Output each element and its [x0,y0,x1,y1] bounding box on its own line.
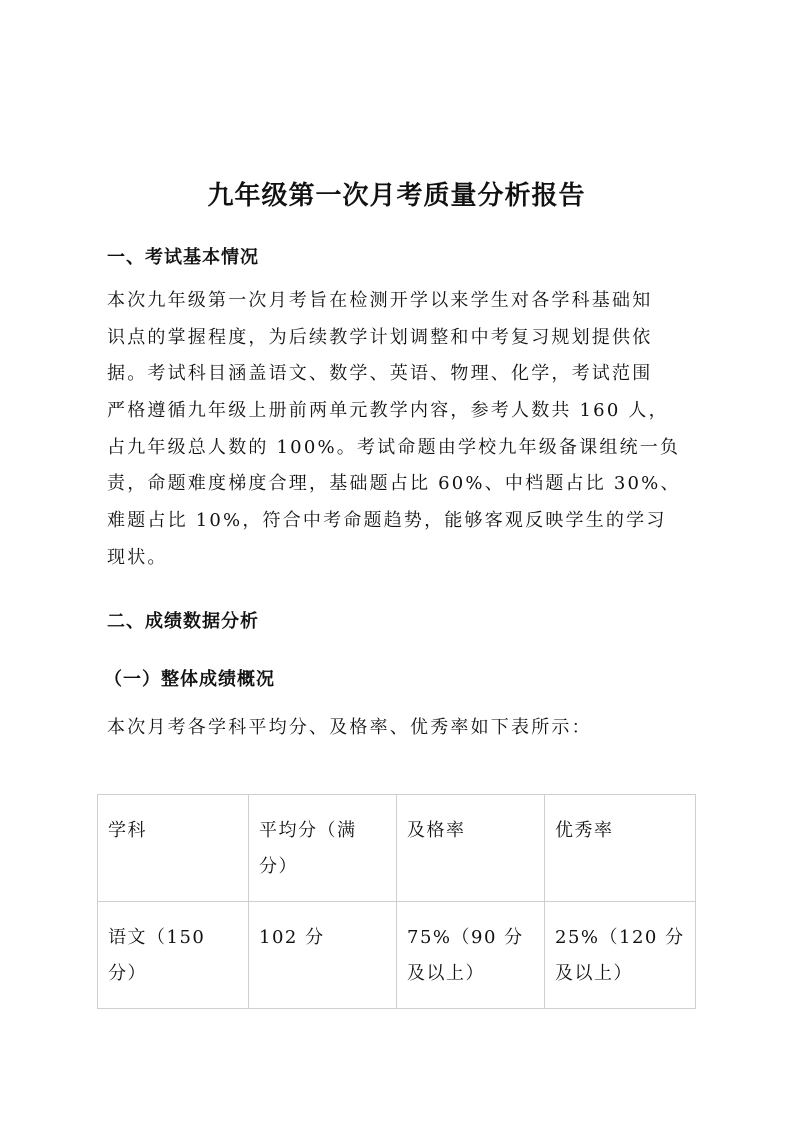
paragraph-line: 现状。 [107,547,168,568]
score-table [97,794,696,1009]
section-heading-basic-info: 一、考试基本情况 [107,247,259,268]
table-header-cell: 及格率 [397,795,545,902]
paragraph-line: 据。考试科目涵盖语文、数学、英语、物理、化学，考试范围 [107,363,653,384]
table-header-cell: 优秀率 [545,795,696,902]
table-cell: 102 分 [249,902,397,1009]
table-cell: 25%（120 分及以上） [545,902,696,1009]
paragraph-line: 严格遵循九年级上册前两单元教学内容，参考人数共 160 人， [107,400,669,421]
table-row [98,902,696,1009]
table-header-cell: 学科 [98,795,249,902]
document-title: 九年级第一次月考质量分析报告 [207,181,586,211]
section-heading-score-analysis: 二、成绩数据分析 [107,611,259,632]
paragraph-line: 本次九年级第一次月考旨在检测开学以来学生对各学科基础知 [107,290,653,311]
table-intro-text: 本次月考各学科平均分、及格率、优秀率如下表所示： [107,717,592,738]
table-header-row [98,795,696,902]
paragraph-line: 占九年级总人数的 100%。考试命题由学校九年级备课组统一负 [107,437,681,458]
paragraph-line: 责，命题难度梯度合理，基础题占比 60%、中档题占比 30%、 [107,473,681,494]
table-cell: 语文（150 分） [98,902,249,1009]
paragraph-line: 识点的掌握程度，为后续教学计划调整和中考复习规划提供依 [107,327,653,348]
table-cell: 75%（90 分及以上） [397,902,545,1009]
table-header-cell: 平均分（满分） [249,795,397,902]
subsection-heading-overall: （一）整体成绩概况 [104,669,275,690]
paragraph-line: 难题占比 10%，符合中考命题趋势，能够客观反映学生的学习 [107,510,667,531]
